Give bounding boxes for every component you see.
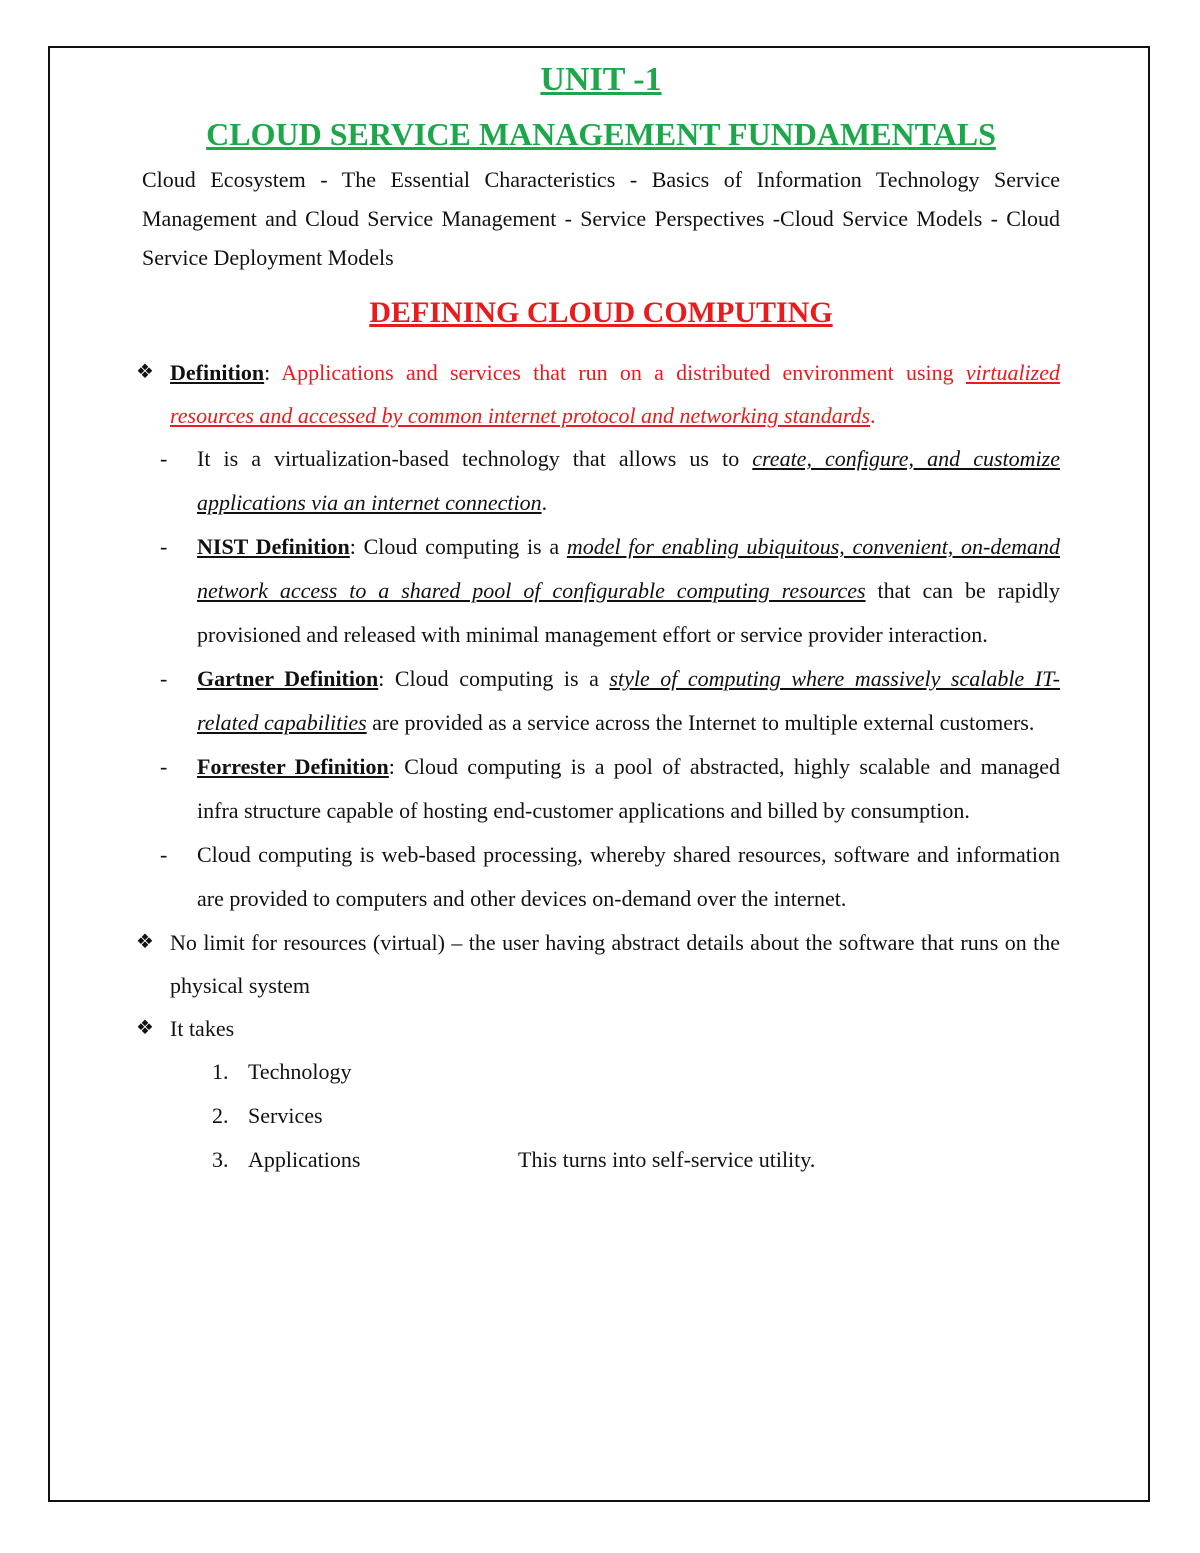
takes-text: It takes	[170, 1016, 235, 1041]
numbered-item	[142, 1138, 1060, 1182]
nist-emph: model for enabling ubiquitous, convenient, on-demand network access to a shared pool of configurable computing resources	[197, 534, 1060, 603]
topics-list: Cloud Ecosystem - The Essential Characteristics - Basics of Information Technology Service Management and Cloud Service Management - Service Perspectives -Cloud Service Models - Cloud Service Deployment Models	[142, 167, 1060, 270]
definition-label: Definition	[170, 360, 265, 385]
definition-text: Applications and services that run on a distributed environment using	[281, 360, 966, 385]
diamond-bullet-icon: ❖	[136, 931, 154, 953]
section-title: DEFINING CLOUD COMPUTING	[369, 296, 833, 329]
chapter-title: CLOUD SERVICE MANAGEMENT FUNDAMENTALS	[206, 116, 996, 152]
numbered-item	[142, 1094, 1060, 1138]
takes-bullet	[136, 1007, 1060, 1050]
sub-item-emph: create, configure, and customize applications via an internet connection	[197, 446, 1060, 515]
sub-item-gartner: - Gartner Definition: Cloud computing is a style of computing where massively scalable IT-related capabilities are provided as a service across the Internet to multiple external customers.	[160, 666, 1060, 735]
forrester-text: : Cloud computing is a pool of abstracted, highly scalable and managed infra structure capable of hosting end-customer applications and billed by consumption.	[197, 754, 1060, 823]
sub-item-text-after: .	[541, 490, 548, 515]
nist-text-after: that can be rapidly provisioned and released with minimal management effort or service provider interaction.	[197, 578, 1060, 647]
item-number: 3.	[212, 1147, 229, 1172]
definition-sep: :	[264, 360, 282, 385]
definition-end: .	[870, 403, 876, 428]
forrester-label: Forrester Definition	[197, 754, 389, 779]
document-body	[136, 58, 1060, 1182]
resources-bullet	[136, 921, 1060, 1007]
gartner-label: Gartner Definition	[197, 666, 379, 691]
sub-item-text: It is a virtualization-based technology that allows us to	[197, 446, 753, 471]
item-text: Applications	[248, 1147, 361, 1172]
definition-bullet	[136, 351, 1060, 437]
sub-item-forrester: - Forrester Definition: Cloud computing is a pool of abstracted, highly scalable and managed infra structure capable of hosting end-customer applications and billed by consumption.	[160, 754, 1060, 823]
sub-item: - It is a virtualization-based technology that allows us to create, configure, and customize applications via an internet connection.	[160, 446, 1060, 515]
sub-item-nist: - NIST Definition: Cloud computing is a model for enabling ubiquitous, convenient, on-demand network access to a shared pool of configurable computing resources that can be rapidly provisioned and released with minimal management effort or service provider interaction.	[160, 534, 1060, 647]
item-number: 2.	[212, 1103, 229, 1128]
gartner-text: : Cloud computing is a	[378, 666, 610, 691]
nist-text: : Cloud computing is a	[349, 534, 567, 559]
item-text: Services	[248, 1103, 323, 1128]
diamond-bullet-icon: ❖	[136, 361, 154, 383]
item-text: Technology	[248, 1059, 352, 1084]
gartner-emph: style of computing where massively scalable IT-related capabilities	[197, 666, 1060, 735]
diamond-bullet-icon: ❖	[136, 1017, 154, 1039]
numbered-item	[142, 1050, 1060, 1094]
nist-label: NIST Definition	[197, 534, 350, 559]
side-note: This turns into self-service utility.	[518, 1147, 816, 1172]
resources-text: No limit for resources (virtual) – the user having abstract details about the software that runs on the physical system	[170, 930, 1060, 998]
web-text: Cloud computing is web-based processing, whereby shared resources, software and information are provided to computers and other devices on-demand over the internet.	[197, 842, 1060, 911]
gartner-text-after: are provided as a service across the Internet to multiple external customers.	[366, 710, 1035, 735]
item-number: 1.	[212, 1059, 229, 1084]
sub-item-web: - Cloud computing is web-based processing, whereby shared resources, software and information are provided to computers and other devices on-demand over the internet.	[160, 842, 1060, 911]
definition-emph: virtualized resources and accessed by common internet protocol and networking standards	[170, 360, 1060, 428]
unit-title: UNIT -1	[540, 61, 662, 98]
